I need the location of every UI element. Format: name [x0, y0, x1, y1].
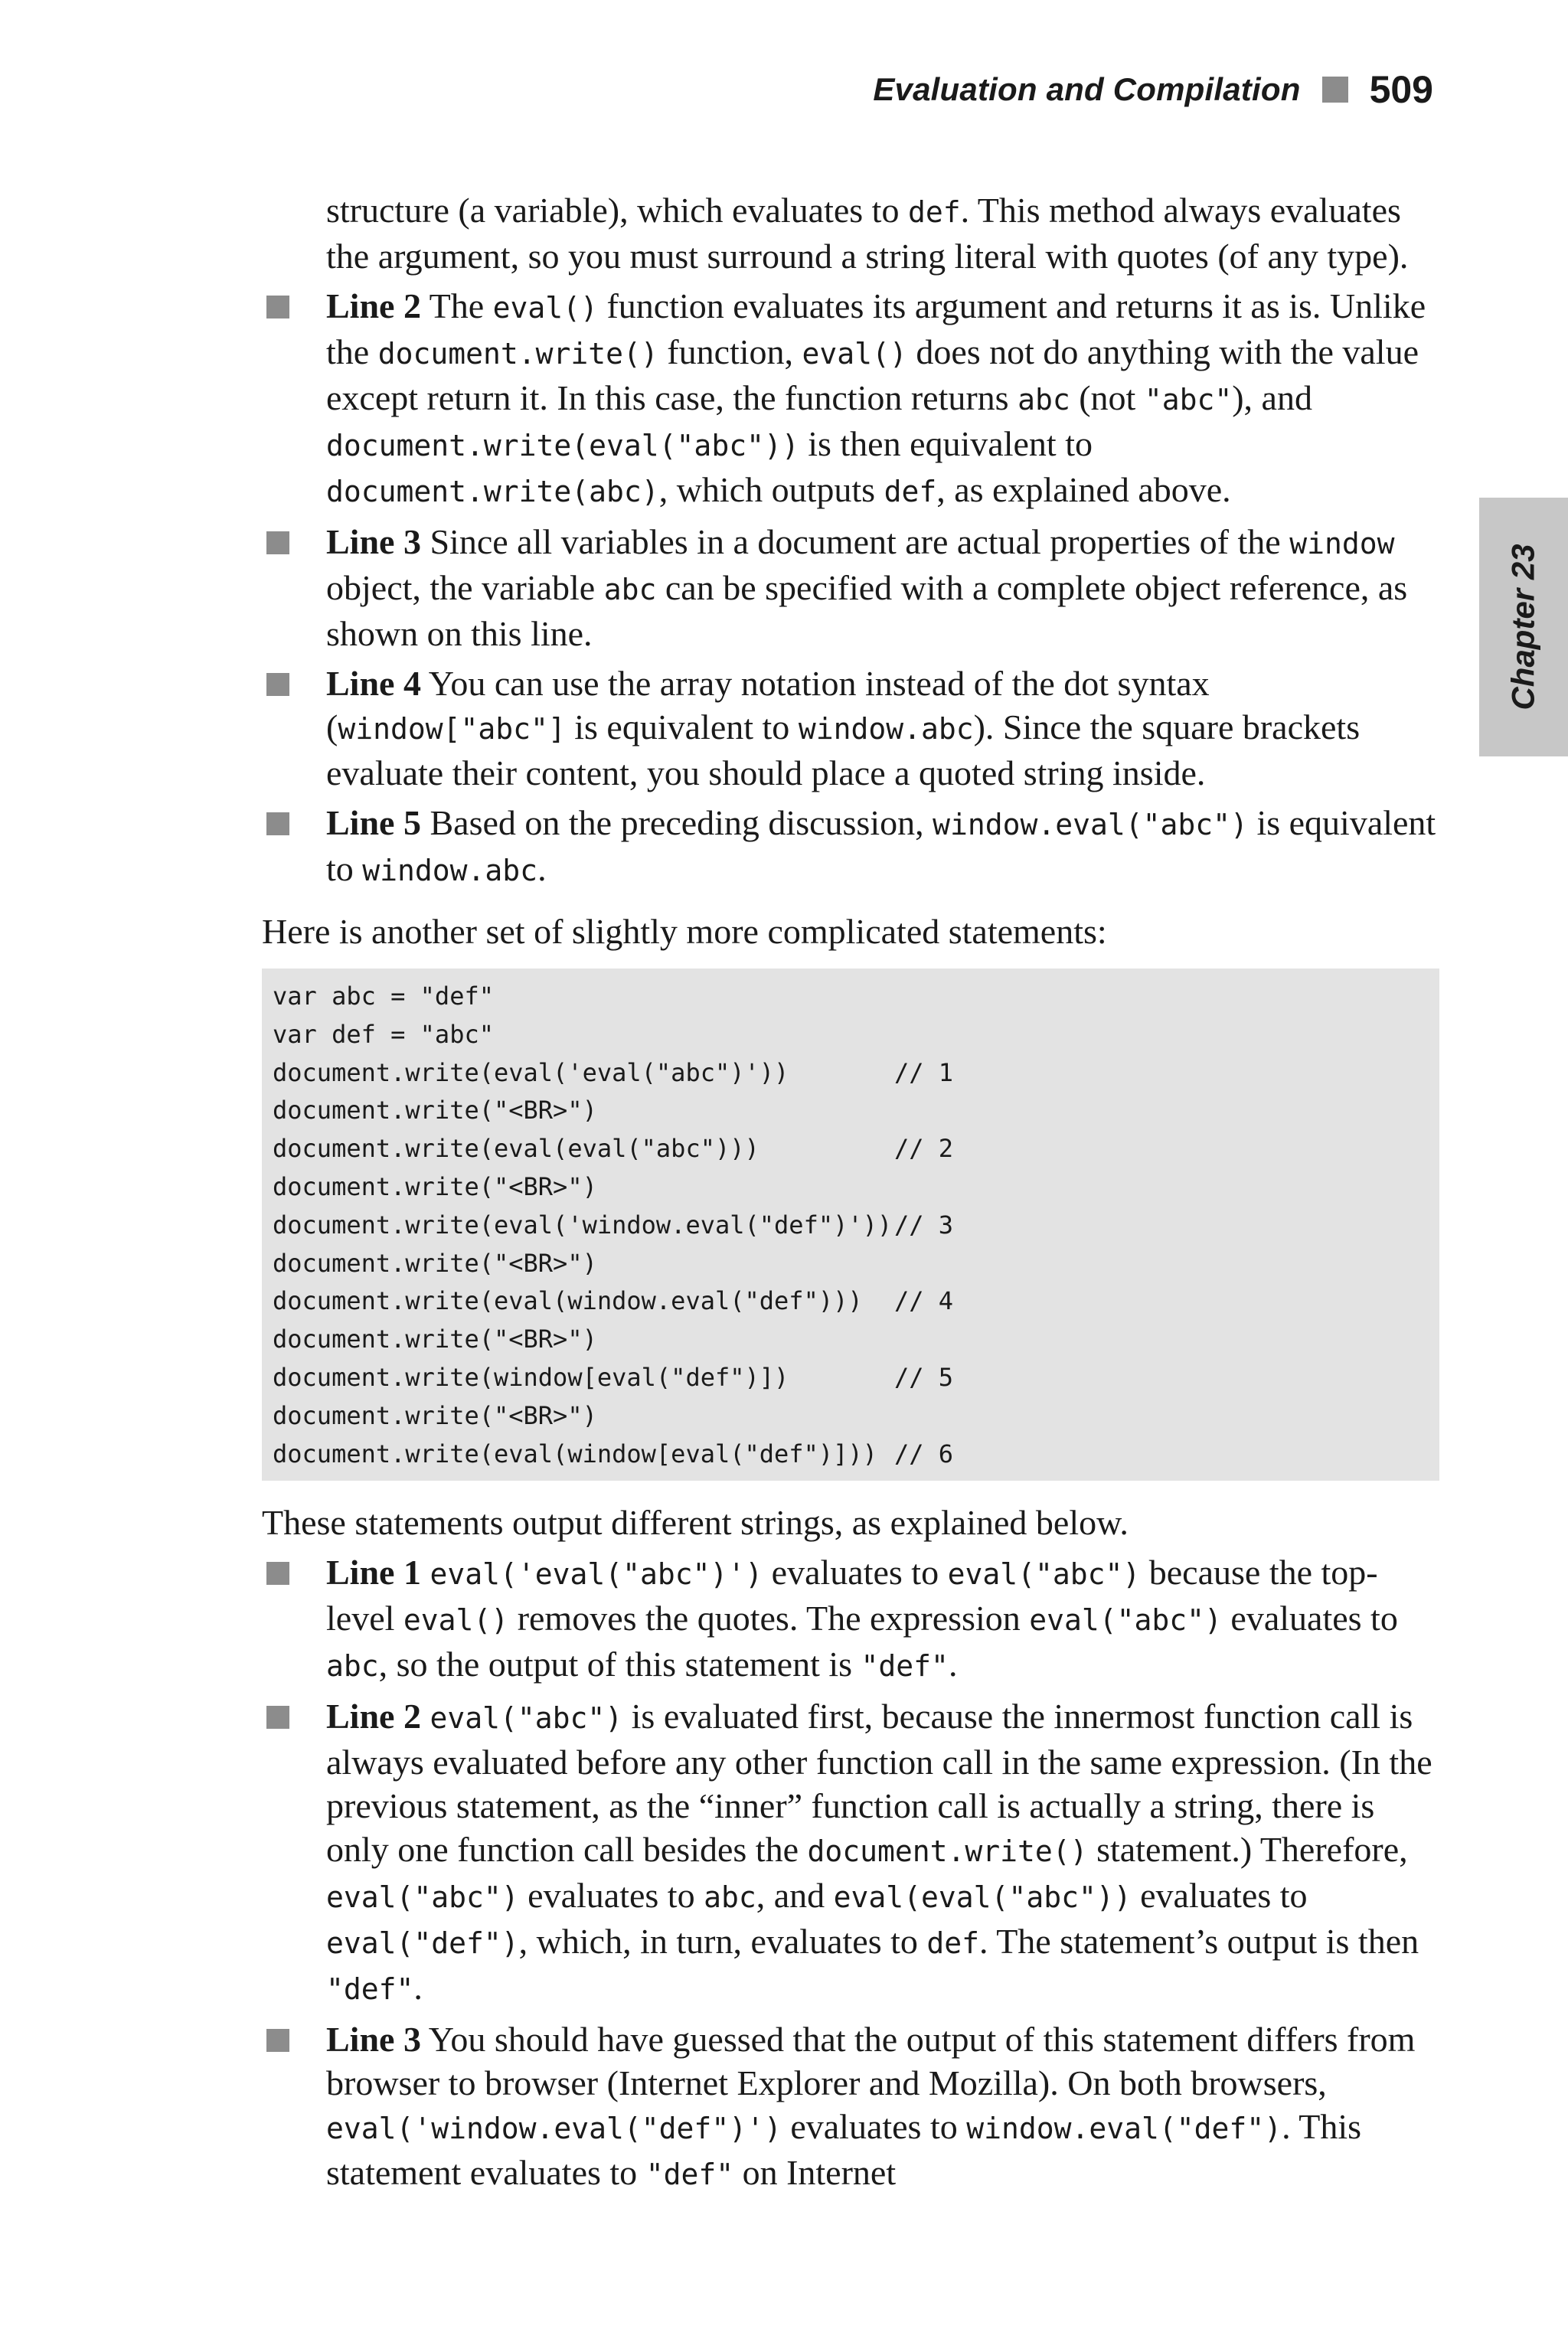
- bullet-item: [262, 1694, 1439, 2011]
- text-run: , which, in turn, evaluates to: [518, 1922, 927, 1962]
- text-run: , so the output of this statement is: [378, 1645, 861, 1684]
- bullet-continuation: [326, 188, 1439, 278]
- code-comment: // 4: [894, 1286, 954, 1316]
- text-run: statement.) Therefore,: [1087, 1830, 1408, 1870]
- bullet-square-icon: [266, 2029, 289, 2052]
- running-header-title: Evaluation and Compilation: [873, 71, 1301, 107]
- inline-code: eval("def"): [326, 1926, 519, 1961]
- code-line: [273, 1436, 1429, 1474]
- inline-code: eval("abc"): [1029, 1603, 1222, 1638]
- bullet-square-icon: [266, 531, 289, 554]
- paragraph-explanation: These statements output different strings, as explained below.: [262, 1503, 1129, 1543]
- text-run: , as explained above.: [936, 470, 1231, 509]
- code-line: [273, 1054, 1429, 1093]
- bullet-label: Line 2: [326, 1697, 421, 1736]
- inline-code: "def": [326, 1972, 414, 2007]
- text-run: . This method always evaluates the argument, so you must surround a string literal with quotes (of any type).: [326, 191, 1409, 276]
- inline-code: eval('window.eval("def")'): [326, 2112, 782, 2146]
- inline-code: abc: [1018, 383, 1070, 416]
- inline-code: document.write(abc): [326, 475, 659, 508]
- code-comment: // 2: [894, 1134, 954, 1164]
- inline-code: eval(): [802, 337, 907, 371]
- code-statement: document.write(eval('window.eval("def")')): [273, 1210, 893, 1240]
- chapter-tab-label: Chapter 23: [1505, 544, 1542, 710]
- text-run: function,: [658, 332, 802, 371]
- code-line: [273, 1016, 1429, 1054]
- bullet-label: Line 4: [326, 664, 421, 703]
- text-run: (not: [1070, 378, 1145, 417]
- inline-code: document.write(): [807, 1834, 1088, 1869]
- paragraph-intro-code: Here is another set of slightly more complicated statements:: [262, 912, 1107, 951]
- code-statement: document.write(window[eval("def")]): [273, 1362, 789, 1392]
- page-number: 509: [1369, 68, 1433, 111]
- text-run: structure (a variable), which evaluates to: [326, 191, 908, 230]
- text-run: because the top-level: [326, 1553, 1378, 1638]
- text-run: evaluates to: [781, 2107, 967, 2147]
- inline-code: "abc": [1144, 383, 1233, 416]
- inline-code: abc: [704, 1880, 756, 1915]
- inline-code: def: [907, 195, 961, 229]
- bullet-square-icon: [266, 1706, 289, 1729]
- text-run: ), and: [1232, 378, 1312, 417]
- code-line: [273, 1359, 1429, 1397]
- text-run: You should have guessed that the output of this statement differs from browser to browser (Internet Explorer and Mozilla). On both browsers,: [326, 2020, 1416, 2103]
- text-run: is equivalent to: [565, 707, 799, 746]
- bullet-item: [262, 2017, 1439, 2197]
- inline-code: window.eval("def"): [966, 2112, 1282, 2146]
- inline-code: window.abc: [362, 854, 538, 887]
- inline-code: def: [884, 475, 937, 508]
- text-run: evaluates to: [1131, 1876, 1308, 1916]
- inline-code: window: [1289, 527, 1395, 560]
- code-line: [273, 1168, 1429, 1207]
- running-header: [873, 67, 1433, 112]
- code-comment: // 1: [894, 1057, 954, 1087]
- header-square-marker: [1322, 77, 1348, 103]
- bullet-label: Line 2: [326, 286, 421, 325]
- bullet-label: Line 1: [326, 1553, 421, 1592]
- text-run: can be specified with a complete object reference, as shown on this line.: [326, 568, 1408, 653]
- code-statement: document.write("<BR>"): [273, 1096, 597, 1125]
- inline-code: eval(): [403, 1603, 509, 1638]
- inline-code: eval(): [492, 291, 598, 325]
- code-statement: document.write("<BR>"): [273, 1171, 597, 1201]
- text-run: . The statement’s output is then: [979, 1922, 1419, 1962]
- code-statement: document.write("<BR>"): [273, 1325, 597, 1354]
- code-block: [262, 969, 1439, 1481]
- chapter-tab: [1479, 498, 1568, 756]
- page-body: [262, 188, 1439, 2197]
- inline-code: def: [926, 1926, 980, 1961]
- code-statement: var abc = "def": [273, 982, 494, 1011]
- bullet-label: Line 3: [326, 2020, 421, 2060]
- text-run: .: [537, 849, 547, 888]
- bullet-label: Line 3: [326, 522, 421, 561]
- code-line: [273, 978, 1429, 1016]
- code-line: [273, 1245, 1429, 1283]
- code-line: [273, 1092, 1429, 1130]
- inline-code: eval("abc"): [326, 1880, 519, 1915]
- text-run: is evaluated first, because the innermost function call is always evaluated before any other function call in the same expression. (In the previous statement, as the “inner” function call is actually a string, there is only one function call besides the: [326, 1697, 1432, 1870]
- inline-code: document.write(): [377, 337, 658, 371]
- bullet-item: [262, 520, 1439, 655]
- text-run: Since all variables in a document are actual properties of the: [430, 522, 1290, 561]
- bullet-square-icon: [266, 673, 289, 696]
- bullet-square-icon: [266, 1562, 289, 1585]
- code-statement: document.write("<BR>"): [273, 1248, 597, 1278]
- text-run: removes the quotes. The expression: [508, 1599, 1030, 1638]
- code-comment: // 5: [894, 1362, 954, 1392]
- inline-code: eval("abc"): [947, 1557, 1141, 1592]
- text-run: object, the variable: [326, 568, 604, 607]
- inline-code: eval(eval("abc")): [833, 1880, 1132, 1915]
- text-run: function evaluates its argument and returns it as is. Unlike the: [326, 286, 1426, 371]
- text-run: on Internet: [733, 2153, 897, 2193]
- code-comment: // 6: [894, 1439, 954, 1468]
- text-run: Based on the preceding discussion,: [430, 803, 933, 842]
- inline-code: window["abc"]: [338, 712, 566, 746]
- inline-code: document.write(eval("abc")): [326, 429, 799, 462]
- bullet-square-icon: [266, 296, 289, 318]
- code-line: [273, 1207, 1429, 1245]
- bullet-item: [262, 284, 1439, 514]
- inline-code: eval("abc"): [430, 1701, 623, 1736]
- inline-code: "def": [861, 1649, 949, 1684]
- code-line: [273, 1130, 1429, 1168]
- text-run: is equivalent to: [326, 803, 1436, 888]
- code-statement: document.write(eval(eval("abc"))): [273, 1134, 760, 1164]
- bullet-item: [262, 1550, 1439, 1688]
- text-run: .: [413, 1968, 423, 2007]
- inline-code: abc: [603, 573, 657, 606]
- text-run: evaluates to: [518, 1876, 704, 1916]
- code-statement: document.write(eval(window[eval("def")])): [273, 1439, 877, 1468]
- bullet-list-1: [262, 284, 1439, 893]
- text-run: evaluates to: [1221, 1599, 1398, 1638]
- code-comment: // 3: [894, 1210, 954, 1240]
- text-run: evaluates to: [763, 1553, 948, 1592]
- code-line: [273, 1397, 1429, 1436]
- inline-code: abc: [326, 1649, 379, 1684]
- text-run: , and: [756, 1876, 834, 1916]
- code-line: [273, 1282, 1429, 1321]
- text-run: does not do anything with the value except return it. In this case, the function returns: [326, 332, 1419, 417]
- inline-code: window.abc: [798, 712, 974, 746]
- bullet-item: [262, 801, 1439, 893]
- inline-code: eval('eval("abc")'): [430, 1557, 763, 1592]
- bullet-list-2: [262, 1550, 1439, 2197]
- text-run: . This statement evaluates to: [326, 2107, 1362, 2193]
- code-statement: document.write(eval(window.eval("def"))): [273, 1286, 863, 1316]
- code-statement: document.write("<BR>"): [273, 1400, 597, 1430]
- text-run: ). Since the square brackets evaluate their content, you should place a quoted string inside.: [326, 707, 1361, 792]
- text-run: is then equivalent to: [799, 424, 1093, 463]
- inline-code: "def": [645, 2158, 734, 2192]
- text-run: The: [429, 286, 493, 325]
- text-run: .: [948, 1645, 958, 1684]
- text-run: You can use the array notation instead of the dot syntax (: [326, 664, 1210, 746]
- code-line: [273, 1321, 1429, 1359]
- text-run: , which outputs: [658, 470, 884, 509]
- bullet-item: [262, 662, 1439, 795]
- code-statement: var def = "abc": [273, 1019, 494, 1049]
- code-statement: document.write(eval('eval("abc")')): [273, 1057, 789, 1087]
- bullet-label: Line 5: [326, 803, 421, 842]
- bullet-square-icon: [266, 812, 289, 835]
- inline-code: window.eval("abc"): [933, 808, 1248, 841]
